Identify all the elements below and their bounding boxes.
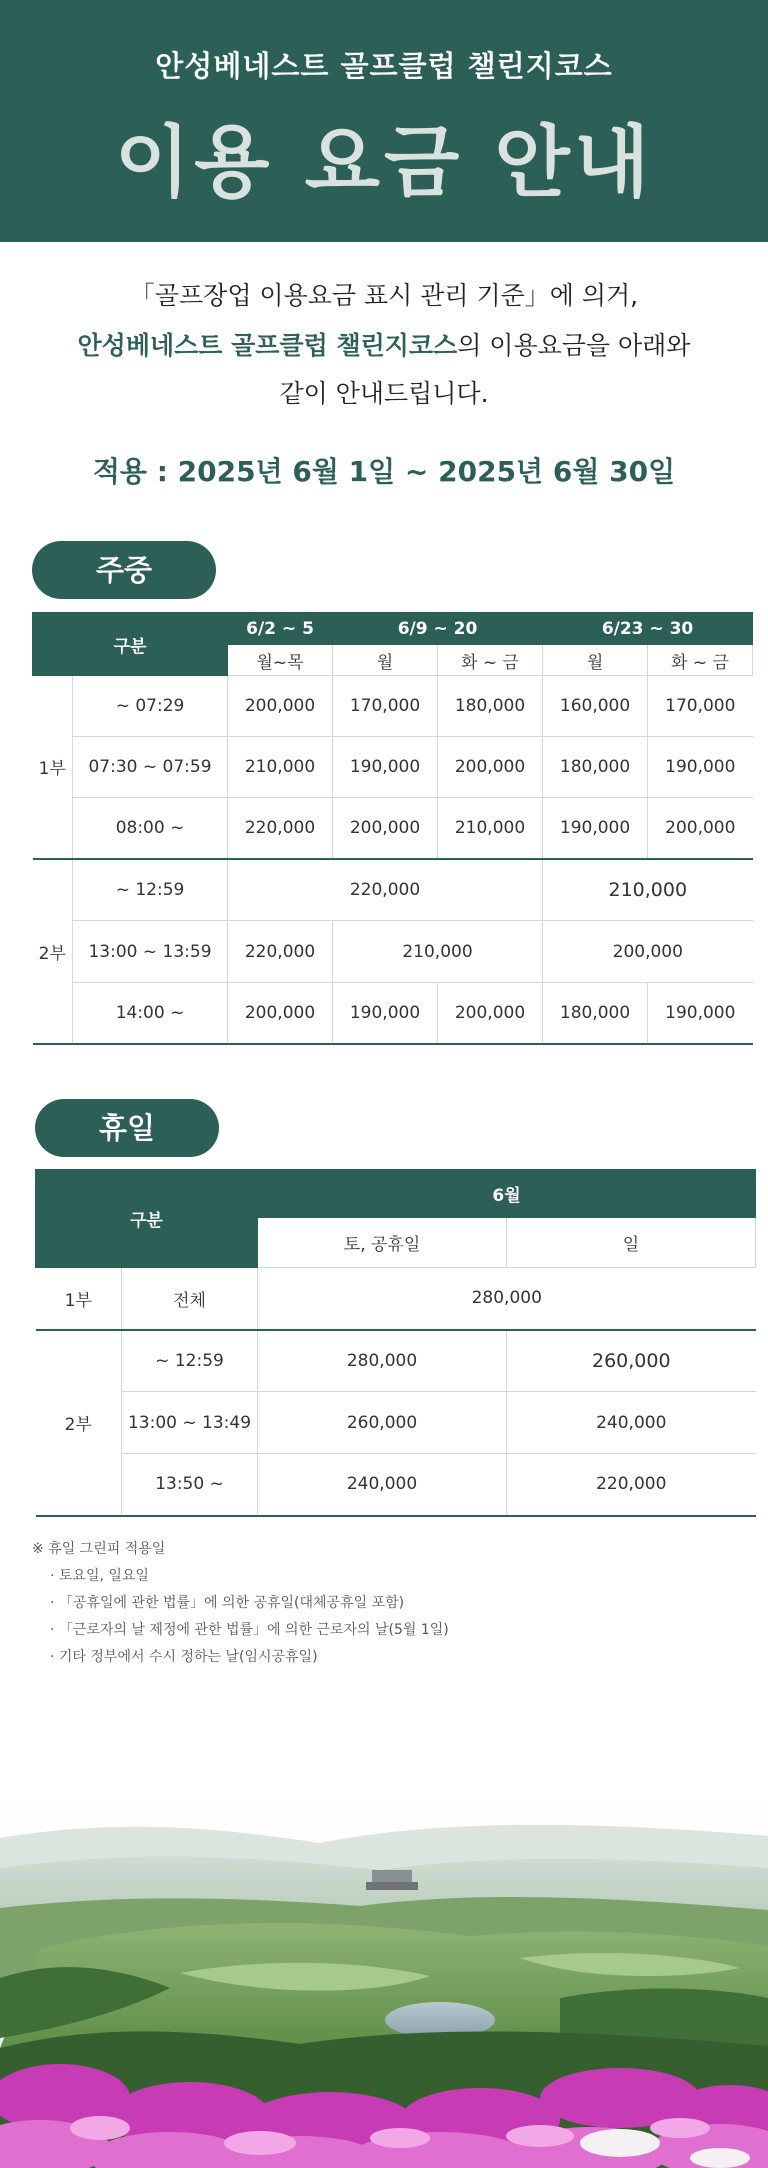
golf-course-landscape-image	[0, 1798, 768, 2168]
time-cell: 13:00 ~ 13:49	[122, 1392, 258, 1454]
weekday-period-1: 6/2 ~ 5	[228, 613, 333, 645]
weekday-fee-table	[32, 612, 753, 1045]
fee-cell: 200,000	[228, 983, 333, 1044]
weekday-day-4: 월	[543, 645, 648, 676]
table-row	[33, 737, 753, 798]
holiday-col-sat: 토, 공휴일	[258, 1218, 507, 1268]
part-label: 2부	[33, 859, 73, 1044]
table-row	[36, 1330, 756, 1392]
table-row	[33, 676, 753, 737]
time-cell: 08:00 ~	[73, 798, 228, 859]
page-title: 이용 요금 안내	[114, 118, 654, 208]
time-cell: 13:00 ~ 13:59	[73, 921, 228, 983]
time-cell: ~ 07:29	[73, 676, 228, 737]
holiday-col-sun: 일	[507, 1218, 756, 1268]
fee-cell: 260,000	[258, 1392, 507, 1454]
holiday-fee-table	[35, 1169, 756, 1517]
time-cell: 14:00 ~	[73, 983, 228, 1044]
fee-cell: 180,000	[438, 676, 543, 737]
fee-cell: 160,000	[543, 676, 648, 737]
holiday-notes	[32, 1536, 449, 1671]
weekday-day-5: 화 ~ 금	[648, 645, 753, 676]
fee-cell: 190,000	[648, 983, 753, 1044]
time-cell: 07:30 ~ 07:59	[73, 737, 228, 798]
fee-cell: 190,000	[543, 798, 648, 859]
fee-cell: 210,000	[543, 859, 753, 921]
fee-cell: 200,000	[438, 983, 543, 1044]
fee-cell: 190,000	[648, 737, 753, 798]
weekday-day-1: 월~목	[228, 645, 333, 676]
fee-cell: 170,000	[648, 676, 753, 737]
note-item: · 토요일, 일요일	[50, 1568, 149, 1584]
table-row	[33, 983, 753, 1044]
note-item: · 「공휴일에 관한 법률」에 의한 공휴일(대체공휴일 포함)	[50, 1595, 405, 1611]
fee-cell: 220,000	[228, 859, 543, 921]
note-item: · 기타 정부에서 수시 정하는 날(임시공휴일)	[50, 1649, 318, 1665]
table-row	[36, 1454, 756, 1516]
fee-cell: 210,000	[438, 798, 543, 859]
weekday-day-3: 화 ~ 금	[438, 645, 543, 676]
fee-cell: 220,000	[228, 798, 333, 859]
fee-cell: 200,000	[543, 921, 753, 983]
fee-cell: 260,000	[507, 1330, 756, 1392]
fee-cell: 180,000	[543, 737, 648, 798]
fee-cell: 180,000	[543, 983, 648, 1044]
time-cell: ~ 12:59	[122, 1330, 258, 1392]
holiday-label: 휴일	[35, 1099, 219, 1157]
table-row	[36, 1392, 756, 1454]
fee-cell: 190,000	[333, 983, 438, 1044]
notes-title: ※ 휴일 그린피 적용일	[32, 1541, 166, 1557]
fee-cell: 200,000	[228, 676, 333, 737]
table-row	[33, 798, 753, 859]
intro-line-3: 같이 안내드립니다.	[279, 379, 489, 408]
fee-cell: 240,000	[258, 1454, 507, 1516]
weekday-period-2: 6/9 ~ 20	[333, 613, 543, 645]
holiday-header-category: 구분	[36, 1170, 258, 1268]
intro-line-1: 「골프장업 이용요금 표시 관리 기준」에 의거,	[129, 281, 639, 310]
fee-cell: 200,000	[648, 798, 753, 859]
intro-line-2-rest: 의 이용요금을 아래와	[457, 331, 691, 360]
part-label: 1부	[36, 1268, 122, 1330]
fee-cell: 280,000	[258, 1330, 507, 1392]
fee-cell: 280,000	[258, 1268, 756, 1330]
intro-course-name: 안성베네스트 골프클럽 챌린지코스	[77, 331, 458, 360]
weekday-period-3: 6/23 ~ 30	[543, 613, 753, 645]
fee-cell: 210,000	[228, 737, 333, 798]
part-label: 1부	[33, 676, 73, 859]
fee-cell: 240,000	[507, 1392, 756, 1454]
table-row	[33, 921, 753, 983]
page-subtitle: 안성베네스트 골프클럽 챌린지코스	[155, 49, 613, 83]
weekday-day-2: 월	[333, 645, 438, 676]
note-item: · 「근로자의 날 제정에 관한 법률」에 의한 근로자의 날(5월 1일)	[50, 1622, 449, 1638]
holiday-month: 6월	[258, 1170, 756, 1218]
table-row	[36, 1268, 756, 1330]
fee-cell: 170,000	[333, 676, 438, 737]
fee-cell: 210,000	[333, 921, 543, 983]
time-cell: ~ 12:59	[73, 859, 228, 921]
fee-cell: 220,000	[228, 921, 333, 983]
apply-period: 적용 : 2025년 6월 1일 ~ 2025년 6월 30일	[92, 455, 676, 488]
page-header	[0, 0, 768, 242]
table-row	[33, 859, 753, 921]
time-cell: 전체	[122, 1268, 258, 1330]
weekday-label: 주중	[32, 541, 216, 599]
fee-cell: 200,000	[333, 798, 438, 859]
fee-cell: 190,000	[333, 737, 438, 798]
time-cell: 13:50 ~	[122, 1454, 258, 1516]
weekday-header-category: 구분	[33, 613, 228, 676]
intro-line-2	[0, 326, 768, 362]
fee-cell: 220,000	[507, 1454, 756, 1516]
part-label: 2부	[36, 1330, 122, 1516]
fee-cell: 200,000	[438, 737, 543, 798]
